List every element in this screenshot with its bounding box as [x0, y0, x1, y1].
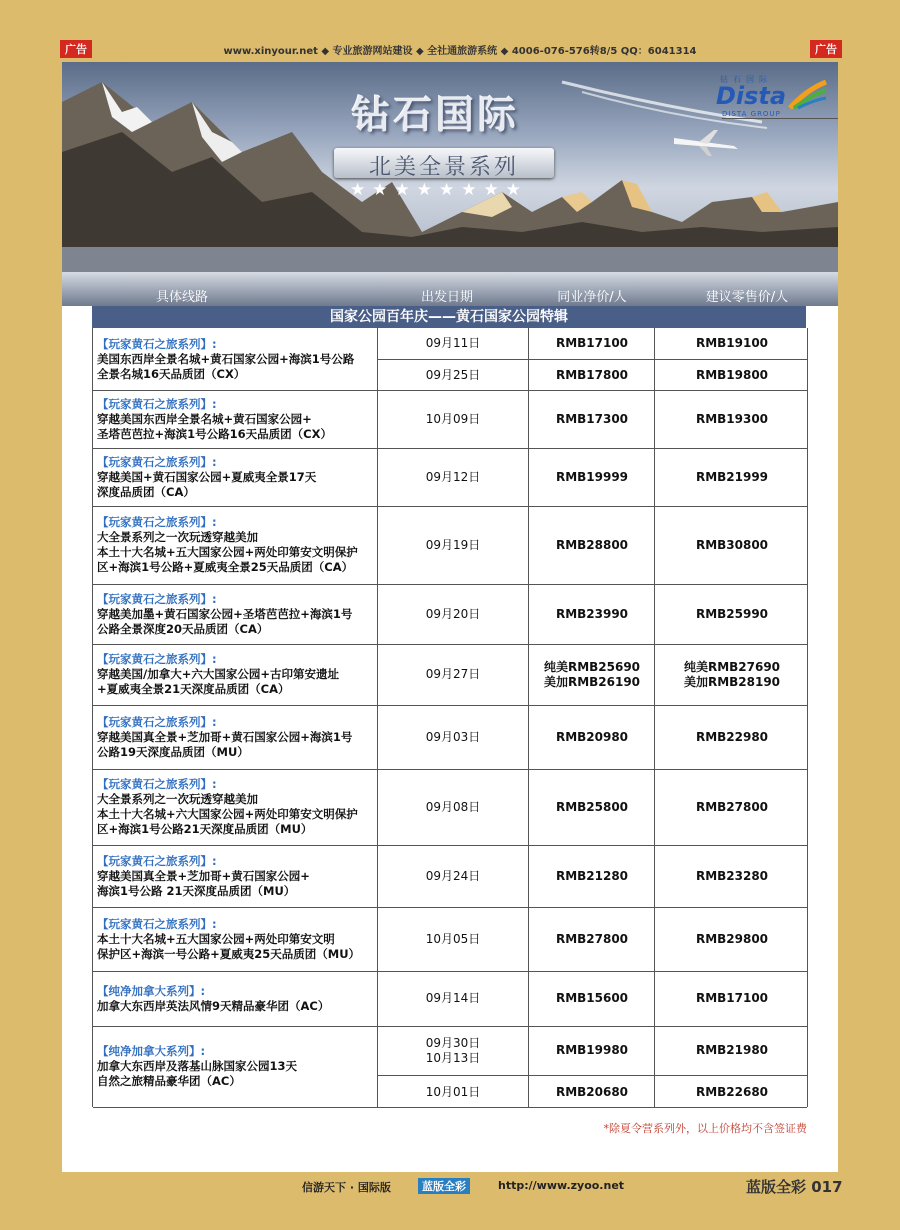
route-line: 区+海滨1号公路21天深度品质团（MU）	[97, 822, 313, 836]
advert-page	[62, 62, 838, 1172]
departure-date-cell	[378, 971, 528, 1026]
departure-date: 10月09日	[425, 411, 481, 426]
brand-chinese: 钻石国际	[720, 75, 772, 84]
retail-price-cell	[654, 1076, 809, 1108]
route-description	[97, 455, 377, 500]
retail-price: RMB23280	[695, 868, 769, 883]
table-row	[377, 359, 808, 391]
retail-price: RMB21999	[695, 469, 769, 484]
net-price: RMB27800	[555, 931, 629, 946]
net-price-cell	[528, 845, 655, 907]
net-price: RMB25800	[555, 799, 629, 814]
table-row	[377, 907, 808, 971]
route-line: +夏威夷全景21天深度品质团（CA）	[97, 682, 290, 696]
ad-label-left: 广告	[60, 40, 92, 58]
retail-price: RMB17100	[695, 991, 769, 1005]
route-description	[97, 984, 377, 1014]
route-group	[93, 584, 807, 645]
departure-date: 09月24日	[425, 868, 481, 883]
retail-price: RMB29800	[695, 931, 769, 946]
retail-price: RMB30800	[695, 537, 769, 552]
departure-date: 09月08日	[425, 799, 481, 814]
net-price: 纯美RMB25690	[543, 659, 641, 674]
brand-name: Dista	[716, 82, 787, 110]
table-row	[377, 769, 808, 845]
retail-price: RMB19300	[695, 411, 769, 426]
banner-title: 钻石国际	[352, 92, 521, 137]
retail-price-cell	[654, 845, 809, 907]
banner	[62, 62, 838, 272]
net-price: RMB17300	[555, 411, 629, 426]
retail-price-cell	[654, 769, 809, 845]
route-series: 【玩家黄石之旅系列】:	[97, 337, 217, 351]
route-line: 穿越美国东西岸全景名城+黄石国家公园+	[97, 412, 312, 426]
net-price: RMB21280	[555, 868, 629, 883]
route-group	[93, 907, 807, 972]
route-line: 穿越美国真全景+芝加哥+黄石国家公园+海滨1号	[97, 730, 353, 744]
header-retail-price: 建议零售价/人	[705, 290, 789, 305]
retail-price-cell	[654, 506, 809, 584]
departure-date-cell	[378, 705, 528, 769]
top-bar	[0, 38, 900, 58]
route-description	[97, 515, 377, 575]
airplane-icon	[674, 130, 738, 156]
departure-date-cell	[378, 907, 528, 971]
net-price-cell	[528, 1076, 655, 1108]
route-line: 本土十大名城+六大国家公园+两处印第安文明保护	[97, 807, 358, 821]
footer-badge: 蓝版全彩	[418, 1178, 470, 1194]
net-price: RMB28800	[555, 537, 629, 552]
departure-date: 09月20日	[425, 606, 481, 621]
departure-date: 09月12日	[425, 469, 481, 484]
retail-price-cell	[654, 907, 809, 971]
route-series: 【玩家黄石之旅系列】:	[97, 455, 217, 469]
net-price: RMB15600	[555, 991, 629, 1005]
retail-price-cell	[654, 971, 809, 1026]
net-price: RMB17800	[555, 368, 629, 382]
star-rating: ★★★★★★★★	[350, 180, 528, 200]
price-note: *除夏令营系列外，以上价格均不含签证费	[603, 1122, 807, 1135]
departure-date: 09月11日	[425, 336, 481, 350]
retail-price-cell	[654, 360, 809, 391]
table-row	[377, 584, 808, 644]
route-series: 【玩家黄石之旅系列】:	[97, 592, 217, 606]
route-line: 圣塔芭芭拉+海滨1号公路16天品质团（CX）	[97, 427, 332, 441]
route-line: 本土十大名城+五大国家公园+两处印第安文明	[97, 932, 335, 946]
route-description	[97, 337, 377, 382]
route-line: 自然之旅精品豪华团（AC）	[97, 1074, 241, 1088]
table-row	[377, 506, 808, 584]
route-line: 本土十大名城+五大国家公园+两处印第安文明保护	[97, 545, 358, 559]
retail-price-cell	[654, 705, 809, 769]
column-header	[62, 272, 838, 306]
net-price-cell	[528, 506, 655, 584]
route-line: 加拿大东西岸英法风情9天精品豪华团（AC）	[97, 999, 330, 1013]
brand-group: DISTA GROUP	[722, 110, 838, 119]
route-series: 【纯净加拿大系列】:	[97, 1044, 206, 1058]
departure-date: 09月30日	[425, 1035, 481, 1050]
table-title: 国家公园百年庆——黄石国家公园特辑	[92, 306, 806, 328]
route-line: 深度品质团（CA）	[97, 485, 195, 499]
table-row	[377, 328, 808, 359]
departure-date: 10月13日	[425, 1050, 481, 1065]
route-line: 美国东西岸全景名城+黄石国家公园+海滨1号公路	[97, 352, 355, 366]
route-description	[97, 397, 377, 442]
departure-date-cell	[378, 448, 528, 506]
route-line: 区+海滨1号公路+夏威夷全景25天品质团（CA）	[97, 560, 354, 574]
route-description	[97, 777, 377, 837]
retail-price: RMB22680	[695, 1084, 769, 1099]
route-line: 穿越美国/加拿大+六大国家公园+古印第安遗址	[97, 667, 339, 681]
route-description	[97, 652, 377, 697]
retail-price: 纯美RMB27690	[683, 659, 781, 674]
series-plate	[334, 148, 554, 178]
route-series: 【玩家黄石之旅系列】:	[97, 917, 217, 931]
route-group	[93, 328, 807, 391]
table-row	[377, 845, 808, 907]
header-contact-line: www.xinyour.net ◆ 专业旅游网站建设 ◆ 全社通旅游系统 ◆ 4006-076-576转8/5 QQ：6041314	[223, 46, 697, 57]
route-line: 全景名城16天品质团（CX）	[97, 367, 246, 381]
retail-price-cell	[654, 390, 809, 448]
route-group	[93, 1026, 807, 1108]
net-price-cell	[528, 644, 655, 705]
route-line: 穿越美加墨+黄石国家公园+圣塔芭芭拉+海滨1号	[97, 607, 353, 621]
departure-date-cell	[378, 360, 528, 391]
retail-price-cell	[654, 584, 809, 644]
departure-date-cell	[378, 1026, 528, 1075]
route-description	[97, 1044, 377, 1089]
net-price-cell	[528, 360, 655, 391]
retail-price: RMB27800	[695, 799, 769, 814]
retail-price-cell	[654, 328, 809, 359]
retail-price-cell	[654, 448, 809, 506]
header-route: 具体线路	[155, 290, 208, 305]
departure-date-cell	[378, 769, 528, 845]
departure-date: 10月01日	[425, 1084, 481, 1099]
departure-date-cell	[378, 1076, 528, 1108]
table-row	[377, 1075, 808, 1108]
retail-price: RMB25990	[695, 606, 769, 621]
retail-price: RMB19800	[695, 368, 769, 382]
net-price: RMB19980	[555, 1043, 629, 1057]
route-line: 加拿大东西岸及落基山脉国家公园13天	[97, 1059, 298, 1073]
footer-slogan: 信游天下 · 国际版	[302, 1181, 391, 1194]
route-group	[93, 769, 807, 846]
retail-price: RMB22980	[695, 729, 769, 744]
table-row	[377, 971, 808, 1026]
net-price-cell	[528, 907, 655, 971]
route-group	[93, 971, 807, 1027]
net-price-cell	[528, 971, 655, 1026]
retail-price-cell	[654, 1026, 809, 1075]
retail-price-cell	[654, 644, 809, 705]
table-row	[377, 1026, 808, 1075]
table-row	[377, 644, 808, 705]
departure-date: 09月14日	[425, 991, 481, 1005]
departure-date-cell	[378, 506, 528, 584]
departure-date-cell	[378, 644, 528, 705]
route-series: 【玩家黄石之旅系列】:	[97, 652, 217, 666]
footer-url[interactable]: http://www.zyoo.net	[498, 1179, 625, 1192]
table-row	[377, 448, 808, 506]
page-number: 蓝版全彩 017	[746, 1178, 843, 1196]
route-group	[93, 705, 807, 770]
departure-date-cell	[378, 584, 528, 644]
route-line: 大全景系列之一次玩透穿越美加	[97, 792, 258, 806]
route-line: 大全景系列之一次玩透穿越美加	[97, 530, 258, 544]
route-line: 保护区+海滨一号公路+夏威夷25天品质团（MU）	[97, 947, 361, 961]
net-price-cell	[528, 769, 655, 845]
net-price: RMB17100	[555, 336, 629, 350]
route-group	[93, 506, 807, 585]
route-line: 公路全景深度20天品质团（CA）	[97, 622, 269, 636]
route-description	[97, 715, 377, 760]
net-price: RMB19999	[555, 469, 629, 484]
departure-date: 09月03日	[425, 729, 481, 744]
net-price-cell	[528, 584, 655, 644]
route-line: 穿越美国真全景+芝加哥+黄石国家公园+	[97, 869, 310, 883]
departure-date: 09月19日	[425, 537, 481, 552]
departure-date-cell	[378, 328, 528, 359]
route-series: 【玩家黄石之旅系列】:	[97, 397, 217, 411]
route-group	[93, 644, 807, 706]
retail-price: RMB19100	[695, 336, 769, 350]
net-price-cell	[528, 328, 655, 359]
net-price: RMB23990	[555, 606, 629, 621]
route-series: 【玩家黄石之旅系列】:	[97, 777, 217, 791]
footer	[0, 1172, 900, 1202]
route-group	[93, 448, 807, 507]
route-series: 【玩家黄石之旅系列】:	[97, 854, 217, 868]
table-body	[92, 328, 808, 1107]
net-price-cell	[528, 705, 655, 769]
table-row	[377, 705, 808, 769]
route-line: 公路19天深度品质团（MU）	[97, 745, 249, 759]
route-group	[93, 390, 807, 449]
route-series: 【纯净加拿大系列】:	[97, 984, 206, 998]
retail-price: 美加RMB28190	[683, 674, 781, 689]
departure-date: 10月05日	[425, 931, 481, 946]
route-line: 穿越美国+黄石国家公园+夏威夷全景17天	[97, 470, 317, 484]
route-description	[97, 854, 377, 899]
net-price: RMB20980	[555, 729, 629, 744]
departure-date-cell	[378, 845, 528, 907]
header-net-price: 同业净价/人	[557, 290, 627, 305]
route-series: 【玩家黄石之旅系列】:	[97, 515, 217, 529]
net-price-cell	[528, 390, 655, 448]
net-price: 美加RMB26190	[543, 674, 641, 689]
ad-label-right: 广告	[810, 40, 842, 58]
route-series: 【玩家黄石之旅系列】:	[97, 715, 217, 729]
departure-date-cell	[378, 390, 528, 448]
route-description	[97, 917, 377, 962]
net-price: RMB20680	[555, 1084, 629, 1099]
table-row	[377, 390, 808, 448]
net-price-cell	[528, 448, 655, 506]
departure-date: 09月27日	[425, 667, 481, 681]
route-description	[97, 592, 377, 637]
header-date: 出发日期	[420, 290, 473, 305]
brand-swoosh-icon	[788, 80, 828, 110]
route-line: 海滨1号公路 21天深度品质团（MU）	[97, 884, 296, 898]
retail-price: RMB21980	[695, 1043, 769, 1057]
route-group	[93, 845, 807, 908]
departure-date: 09月25日	[425, 368, 481, 382]
net-price-cell	[528, 1026, 655, 1075]
series-title: 北美全景系列	[368, 155, 519, 180]
